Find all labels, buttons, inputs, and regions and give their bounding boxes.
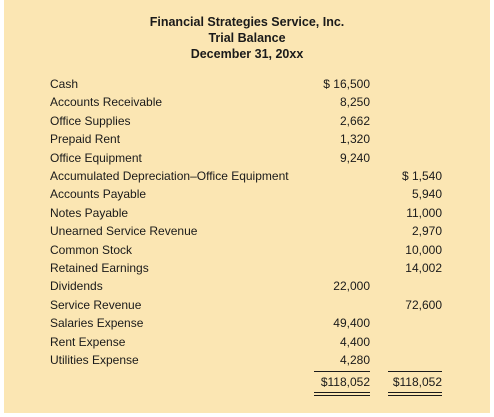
credit-amount: 11,000 [406, 205, 442, 220]
debit-amount: 49,400 [333, 316, 370, 331]
account-row [4, 149, 490, 167]
account-row [4, 296, 490, 314]
account-row [4, 277, 490, 295]
account-row [4, 75, 490, 93]
account-name: Retained Earnings [50, 261, 149, 275]
account-name: Office Equipment [50, 150, 142, 165]
statement-title: Trial Balance [208, 31, 286, 45]
debit-amount: 9,240 [339, 150, 370, 165]
account-row [4, 241, 490, 259]
account-row [4, 259, 490, 277]
credit-total: $118,052 [392, 375, 442, 389]
debit-amount: 8,250 [339, 95, 370, 110]
debit-total-double-rule [314, 392, 370, 396]
account-name: Common Stock [50, 242, 133, 257]
account-name: Accounts Receivable [50, 95, 163, 110]
debit-subtotal-rule [314, 371, 370, 372]
account-row [4, 93, 490, 111]
account-row [4, 130, 490, 148]
credit-amount: 14,002 [405, 261, 442, 275]
debit-amount: 4,280 [339, 353, 370, 367]
account-row [4, 112, 490, 130]
credit-amount: 10,000 [405, 242, 442, 257]
account-row [4, 185, 490, 203]
account-row [4, 333, 490, 351]
company-name: Financial Strategies Service, Inc. [149, 15, 345, 29]
credit-subtotal-rule [388, 371, 442, 372]
account-row [4, 167, 490, 185]
debit-amount: 4,400 [339, 334, 370, 349]
account-name: Office Supplies [50, 113, 131, 128]
account-name: Accounts Payable [50, 187, 147, 202]
account-name: Salaries Expense [50, 316, 144, 331]
account-name: Service Revenue [50, 297, 142, 312]
account-name: Prepaid Rent [50, 132, 121, 147]
totals-row [4, 373, 490, 391]
account-row [4, 204, 490, 222]
account-name: Rent Expense [50, 334, 126, 349]
account-row [4, 222, 490, 240]
account-name: Unearned Service Revenue [50, 224, 198, 239]
account-row [4, 314, 490, 332]
account-name: Cash [50, 77, 79, 91]
credit-amount: 5,940 [411, 187, 442, 202]
credit-total-double-rule [388, 392, 442, 396]
account-name: Utilities Expense [50, 353, 139, 367]
debit-total: $118,052 [320, 375, 370, 389]
credit-amount: 2,970 [411, 224, 442, 239]
account-name: Dividends [50, 279, 103, 294]
debit-amount: 22,000 [333, 279, 370, 294]
account-name: Notes Payable [50, 205, 129, 220]
account-row [4, 351, 490, 369]
debit-amount: 2,662 [339, 113, 370, 128]
trial-balance-panel [4, 0, 490, 413]
account-name: Accumulated Depreciation–Office Equipment [50, 169, 289, 183]
debit-amount: $ 16,500 [323, 77, 370, 91]
credit-amount: 72,600 [405, 297, 442, 312]
credit-amount: $ 1,540 [401, 169, 442, 183]
statement-date: December 31, 20xx [190, 47, 304, 61]
debit-amount: 1,320 [339, 132, 370, 147]
